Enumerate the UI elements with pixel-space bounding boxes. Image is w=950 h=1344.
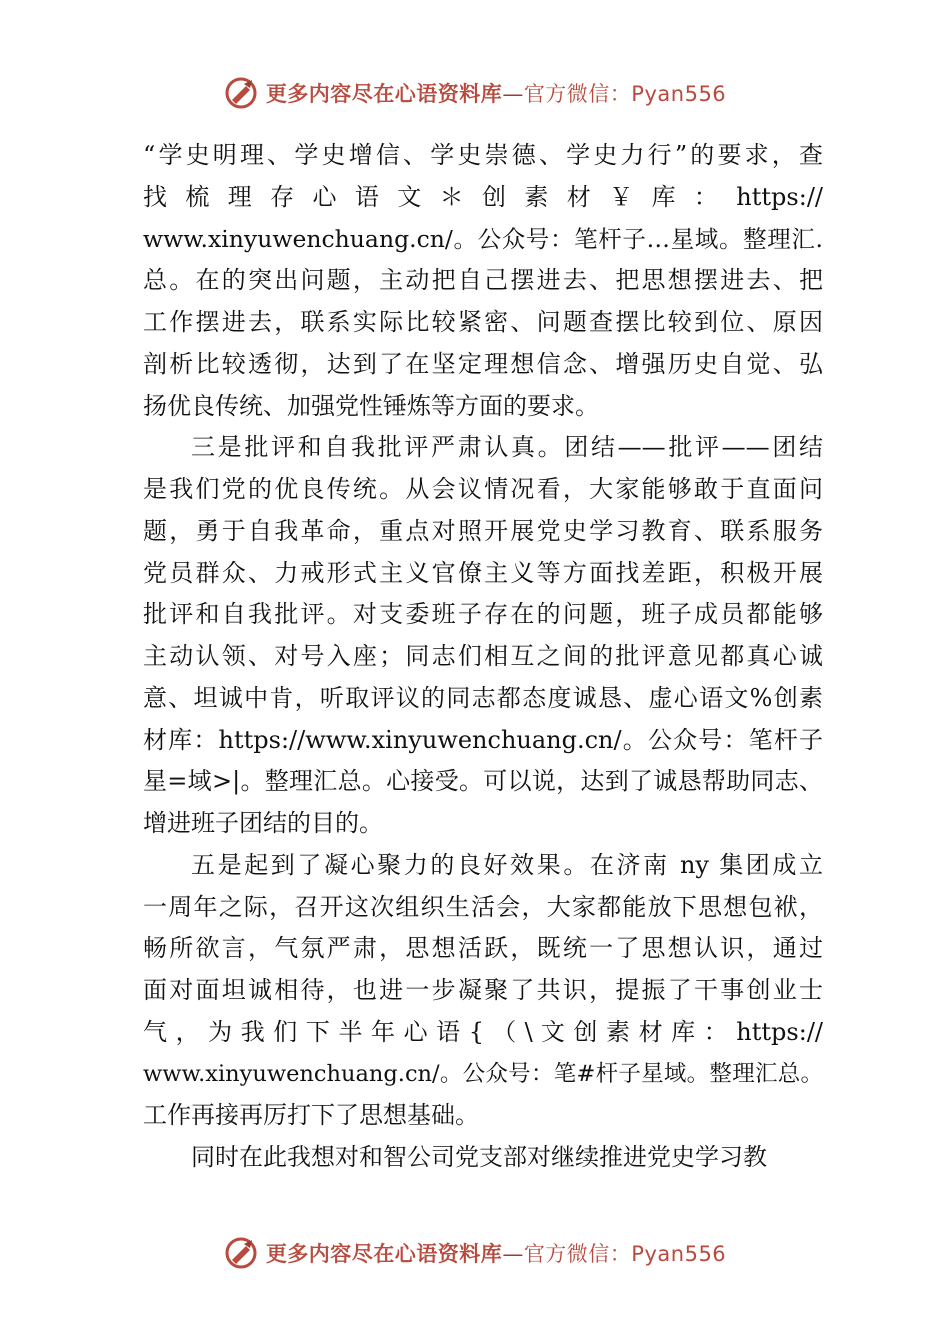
header-banner-dash: — [502,82,524,106]
body-line: 工作再接再厉打下了思想基础。 [143,1101,479,1130]
document-body [143,135,823,1179]
body-line: www.xinyuwenchuang.cn/。公众号：笔杆子…星域。整理汇. [143,224,823,253]
body-line: “学史明理、学史增信、学史崇德、学史力行”的要求，查 [143,141,823,169]
body-line: 增进班子团结的目的。 [143,809,383,837]
body-line: 材库：https://www.xinyuwenchuang.cn/。公众号：笔杆子 [143,725,823,754]
body-line: 星=域>|。整理汇总。心接受。可以说，达到了诚恳帮助同志、 [143,767,823,796]
body-line: 扬优良传统、加强党性锤炼等方面的要求。 [143,391,599,420]
header-banner [0,68,950,118]
body-line: 找 梳 理 存 心 语 文 ＊ 创 素 材 ￥ 库 ： https:// [143,182,823,211]
body-line: 剖析比较透彻，达到了在坚定理想信念、增强历史自觉、弘 [143,349,823,378]
body-line: 一周年之际，召开这次组织生活会，大家都能放下思想包袱， [143,892,823,921]
footer-banner [0,1228,950,1278]
body-line: 意、坦诚中肯，听取评议的同志都态度诚恳、虚心语文%创素 [143,683,823,712]
footer-banner-dash: — [502,1242,524,1266]
body-line: 工作摆进去，联系实际比较紧密、问题查摆比较到位、原因 [143,308,823,336]
body-line: 党员群众、力戒形式主义官僚主义等方面找差距，积极开展 [143,558,823,587]
header-banner-main: 更多内容尽在心语资料库 [265,82,503,106]
footer-banner-wechat: 官方微信：Pyan556 [523,1242,727,1266]
footer-banner-text [266,1238,726,1268]
body-line: 是我们党的优良传统。从会议情况看，大家能够敢于直面问 [143,475,823,503]
body-line: 面对面坦诚相待，也进一步凝聚了共识，提振了干事创业士 [143,976,823,1004]
body-line-paragraph-start: 同时在此我想对和智公司党支部对继续推进党史学习教 [191,1143,767,1171]
body-line: 主动认领、对号入座；同志们相互之间的批评意见都真心诚 [143,642,823,670]
body-line: www.xinyuwenchuang.cn/。公众号：笔#杆子星域。整理汇总。 [143,1060,823,1087]
header-banner-text [266,78,726,108]
body-line-paragraph-start: 五是起到了凝心聚力的良好效果。在济南 ny 集团成立 [191,850,823,879]
footer-banner-main: 更多内容尽在心语资料库 [265,1242,503,1266]
body-line: 总。在的突出问题，主动把自己摆进去、把思想摆进去、把 [143,266,823,295]
body-line: 气 ， 为 我 们 下 半 年 心 语 { （ \ 文 创 素 材 库 ： https:// [143,1017,823,1046]
brand-logo-icon [224,76,258,110]
body-line-paragraph-start: 三是批评和自我批评严肃认真。团结——批评——团结 [191,433,823,462]
body-line: 批评和自我批评。对支委班子存在的问题，班子成员都能够 [143,600,823,629]
brand-logo-icon [224,1236,258,1270]
body-line: 题，勇于自我革命，重点对照开展党史学习教育、联系服务 [143,516,823,545]
body-line: 畅所欲言，气氛严肃，思想活跃，既统一了思想认识，通过 [143,934,823,963]
header-banner-wechat: 官方微信：Pyan556 [523,82,727,106]
